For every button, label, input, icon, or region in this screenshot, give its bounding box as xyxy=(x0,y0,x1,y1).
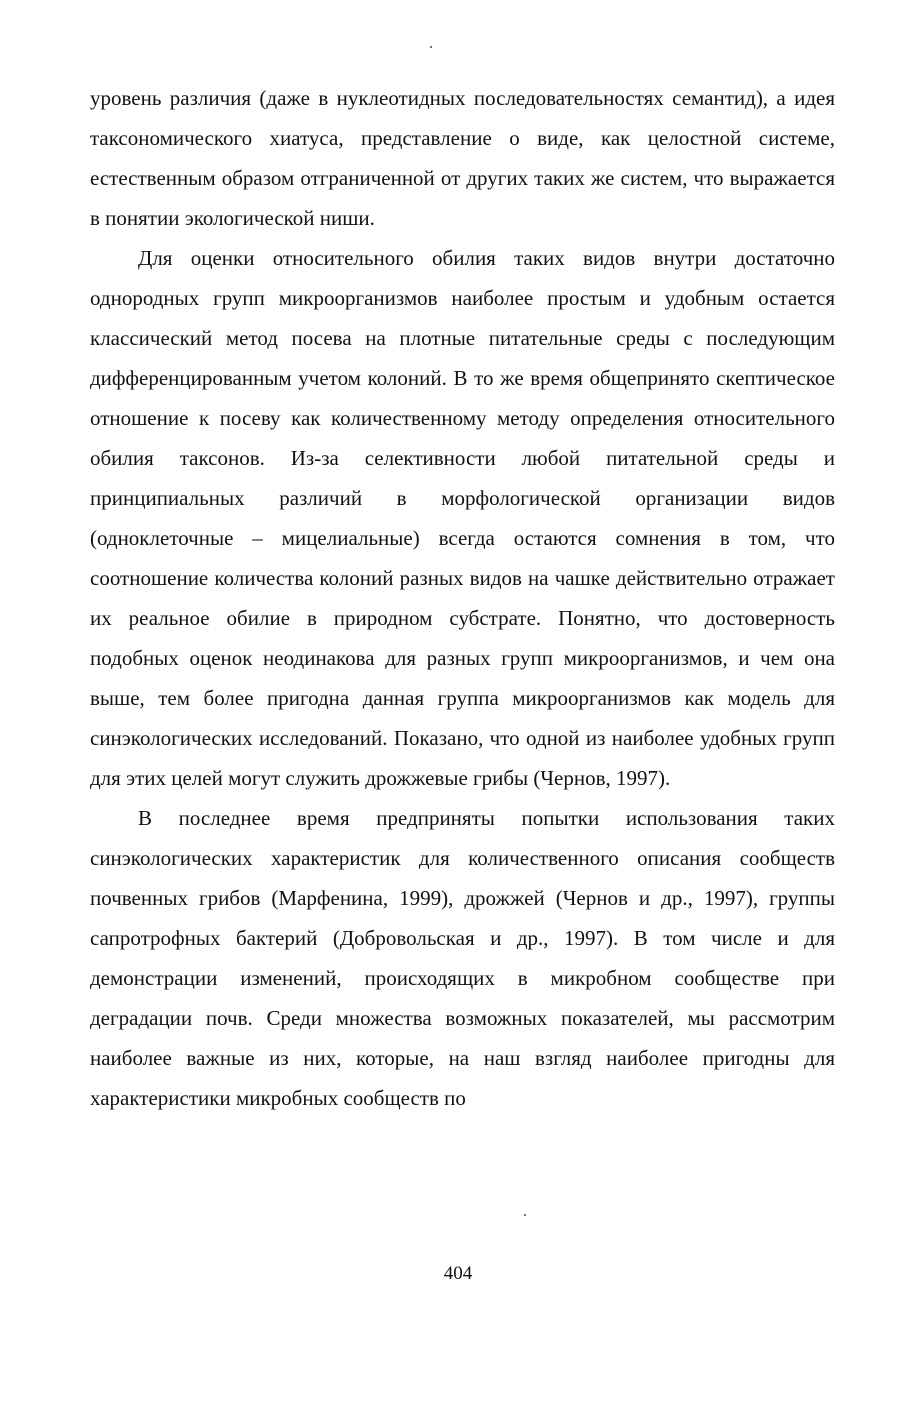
paragraph-recent-attempts: В последнее время предприняты попытки использования таких синэкологических характеристик для количественного описания сообществ почвенных грибов (Марфенина, 1999), дрожжей (Чернов и др., 1997), группы сапротрофных бактерий (Добровольская и др., 1997). В том числе и для демонстрации изменений, происходящих в микробном сообществе при деградации почв. Среди множества возможных показателей, мы рассмотрим наиболее важные из них, которые, на наш взгляд наиболее пригодны для характеристики микробных сообществ по xyxy=(90,806,835,1110)
body-text xyxy=(90,78,835,1118)
page-number: 404 xyxy=(443,1263,473,1284)
paragraph-abundance-methods: Для оценки относительного обилия таких видов внутри достаточно однородных групп микроорганизмов наиболее простым и удобным остается классический метод посева на плотные питательные среды с последующим дифференцированным учетом колоний. В то же время общепринято скептическое отношение к посеву как количественному методу определения относительного обилия таксонов. Из-за селективности любой питательной среды и принципиальных различий в морфологической организации видов (одноклеточные – мицелиальные) всегда остаются сомнения в том, что соотношение количества колоний разных видов на чашке действительно отражает их реальное обилие в природном субстрате. Понятно, что достоверность подобных оценок неодинакова для разных групп микроорганизмов, и чем она выше, тем более пригодна данная группа микроорганизмов как модель для синэкологических исследований. Показано, что одной из наиболее удобных групп для этих целей могут служить дрожжевые грибы (Чернов, 1997). xyxy=(90,246,835,790)
scan-speck xyxy=(524,1214,526,1216)
scan-speck xyxy=(430,46,432,48)
paragraph-continuation: уровень различия (даже в нуклеотидных последовательностях семантид), а идея таксономического хиатуса, представление о виде, как целостной системе, естественным образом отграниченной от других таких же систем, что выражается в понятии экологической ниши. xyxy=(90,86,835,230)
